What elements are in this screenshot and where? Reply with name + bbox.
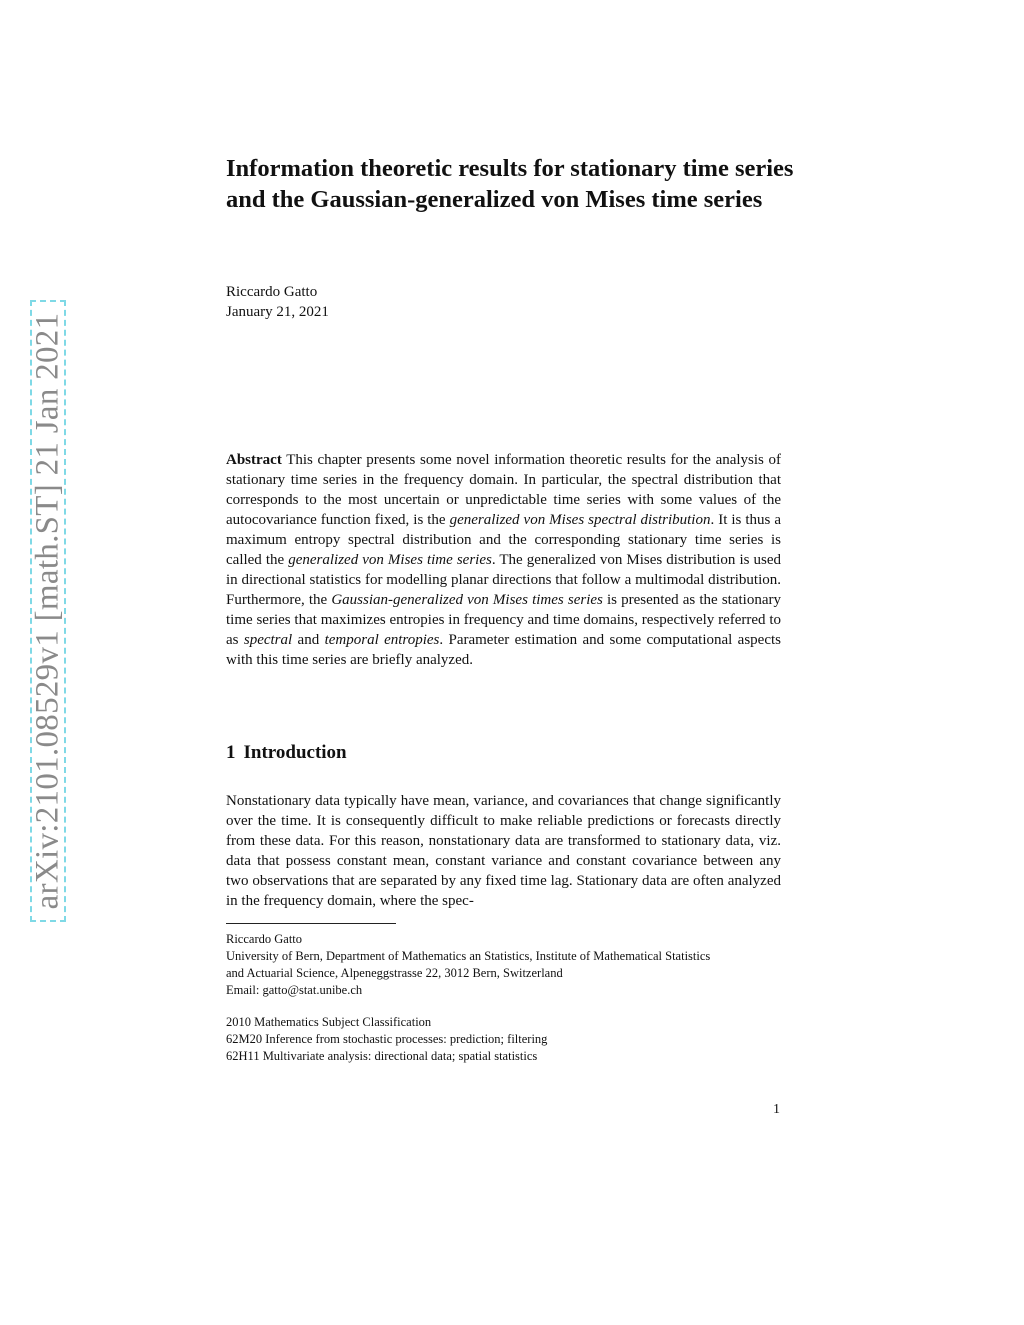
footnote-affiliation: University of Bern, Department of Mathematics an Statistics, Institute of Mathematical Statistics (226, 949, 711, 963)
section-heading (226, 740, 347, 766)
msc-code: 62H11 Multivariate analysis: directional data; spatial statistics (226, 1049, 538, 1063)
footnote-email: Email: gatto@stat.unibe.ch (226, 983, 363, 997)
abstract-text: is presented as the stationary time series that maximizes entropies in frequency and time domains, respectively referred to as (226, 592, 781, 648)
msc-classification (226, 1014, 786, 1065)
abstract-emphasis: spectral (243, 632, 293, 648)
msc-heading: 2010 Mathematics Subject Classification (226, 1015, 432, 1029)
abstract-text: . Parameter estimation and some computational aspects with this time series are briefly analyzed. (226, 632, 781, 668)
paper-title: Information theoretic results for stationary time series and the Gaussian-generalized von Mises time series (226, 155, 794, 213)
paper-date: January 21, 2021 (226, 304, 329, 320)
abstract-text: . The generalized von Mises distribution is used in directional statistics for modelling planar directions that follow a multimodal distribution. Furthermore, the (226, 552, 781, 608)
arxiv-stamp: arXiv:2101.08529v1 [math.ST] 21 Jan 2021 (29, 312, 66, 910)
abstract-label: Abstract (226, 452, 282, 468)
abstract-emphasis: Gaussian-generalized von Mises times series (331, 592, 603, 608)
intro-paragraph: Nonstationary data typically have mean, variance, and covariances that change significantly over the time. It is consequently difficult to make reliable predictions or forecasts directly from these data. For this reason, nonstationary data are transformed to stationary data, viz. data that possess constant mean, constant variance and constant covariance between any two observations that are separated by any fixed time lag. Stationary data are often analyzed in the frequency domain, where the spec- (226, 793, 781, 909)
abstract (226, 450, 781, 670)
abstract-text: . It is thus a maximum entropy spectral distribution and the corresponding stationary time series is called the (226, 512, 781, 568)
page-number: 1 (773, 1102, 780, 1117)
author-name: Riccardo Gatto (226, 284, 318, 300)
msc-code: 62M20 Inference from stochastic processes: prediction; filtering (226, 1032, 548, 1046)
footnote-affiliation: and Actuarial Science, Alpeneggstrasse 22, 3012 Bern, Switzerland (226, 966, 563, 980)
section-title: Introduction (243, 742, 347, 763)
author-block (226, 282, 329, 322)
author-footnote (226, 931, 786, 999)
footnote-rule (226, 923, 396, 924)
abstract-emphasis: generalized von Mises spectral distribution (449, 512, 711, 528)
abstract-text: This chapter presents some novel information theoretic results for the analysis of stationary time series in the frequency domain. In particular, the spectral distribution that corresponds to the most uncertain or unpredictable time series with some values of the autocovariance function fixed, is the (226, 452, 782, 528)
abstract-text: and (297, 632, 320, 648)
section-number: 1 (226, 742, 236, 763)
abstract-emphasis: temporal entropies (324, 632, 440, 648)
abstract-emphasis: generalized von Mises time series (288, 552, 492, 568)
footnote-name: Riccardo Gatto (226, 932, 303, 946)
